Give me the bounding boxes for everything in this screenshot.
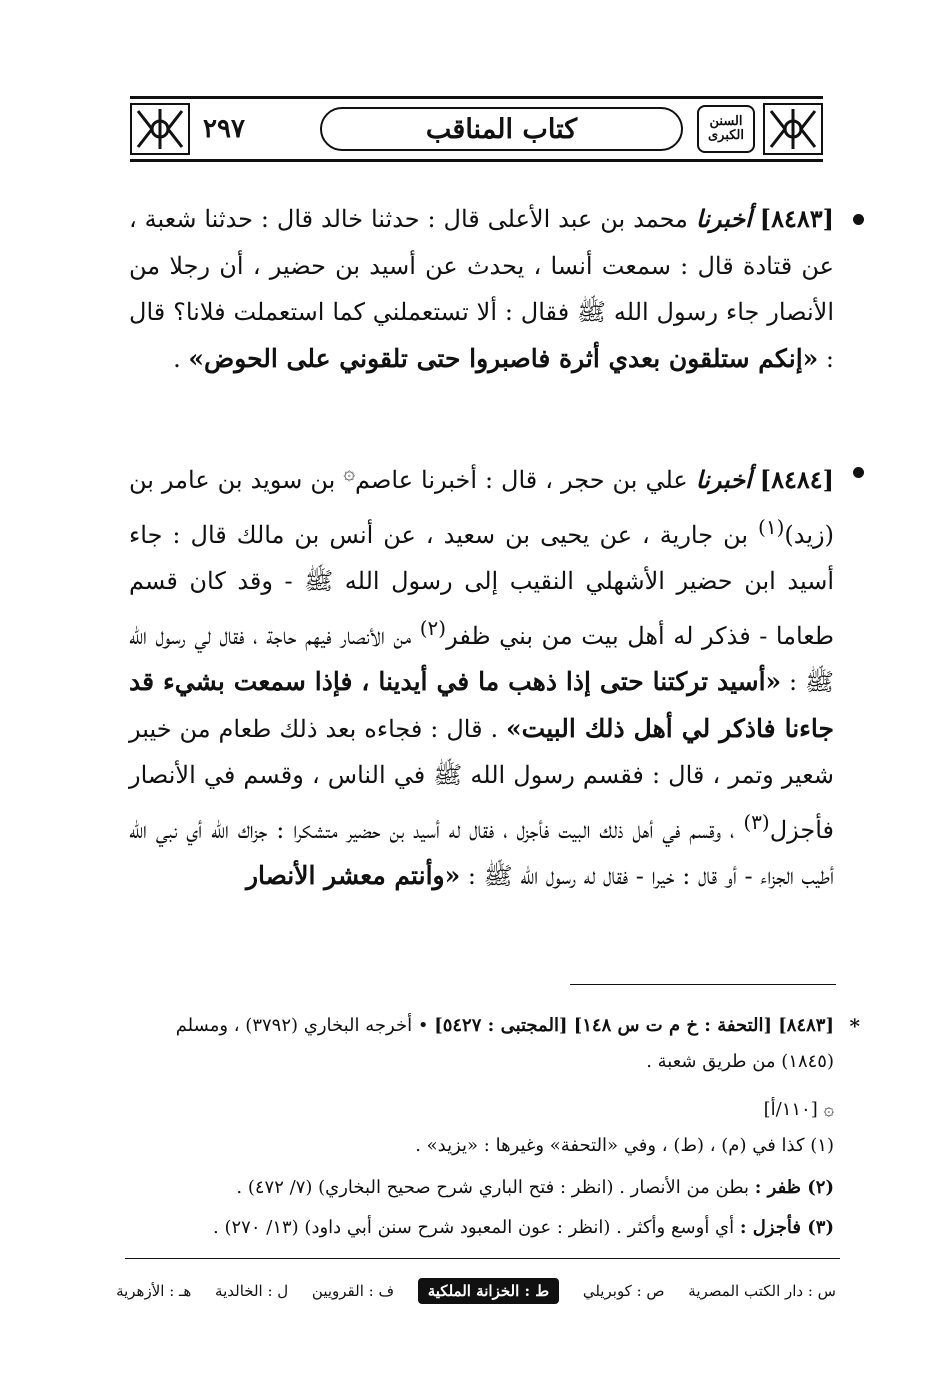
matn-text: بن جارية ، عن يحيى بن سعيد ، عن أنس بن مالك قال : جاء أسيد ابن حضير الأشهلي النقيب إلى رسول الله ﷺ - وقد كان قسم طعاما - فذكر له أهل بيت من بني ظفر	[129, 520, 834, 650]
footnote-3	[129, 1210, 834, 1246]
page-header	[130, 96, 823, 162]
siglum-item: س : دار الكتب المصرية	[688, 1282, 836, 1300]
manuscript-folio-note: ۞ [١١٠/أ]	[763, 1099, 834, 1120]
isnad-text: علي بن حجر ، قال : أخبرنا عاصم	[355, 466, 688, 494]
prophetic-quote-2: «وأنتم معشر الأنصار	[245, 861, 461, 890]
manuscript-sigla	[116, 1274, 836, 1308]
siglum-item-highlighted: ط : الخزانة الملكية	[418, 1278, 559, 1304]
footnote-ref-1: (١)	[758, 514, 785, 539]
chapter-title: كتاب المناقب	[425, 113, 578, 145]
prophetic-quote: «إنكم ستلقون بعدي أثرة فاصبروا حتى تلقوني على الحوض»	[188, 343, 819, 373]
akhbarana-word: أخبرنا	[695, 204, 752, 233]
matn-text-2: من الأنصار فيهم حاجة ، فقال لي رسول الله ﷺ :	[129, 621, 834, 696]
footnote-ref-2: (٢)	[419, 615, 447, 640]
footnote-2-label: (٢) ظفر :	[754, 1177, 834, 1198]
takhrij-text: أخرجه البخاري (٣٧٩٢) ، ومسلم (١٨٤٥) من طريق شعبة .	[175, 1015, 834, 1072]
takhrij-note	[129, 1008, 860, 1080]
bullet-icon	[853, 467, 864, 478]
footnote-2-text: بطن من الأنصار . (انظر : فتح الباري شرح صحيح البخاري) (٧/ ٤٧٢) .	[236, 1177, 749, 1198]
header-ornament-right	[763, 103, 823, 155]
siglum-item: ص : كوبريلي	[582, 1282, 665, 1300]
hadith-number: [٨٤٨٤]	[759, 465, 834, 494]
matn-text-3: . قال : فجاءه بعد ذلك طعام من خيبر شعير وتمر ، قال : فقسم رسول الله ﷺ في الناس ، وقسم في الأنصار فأجزل	[129, 714, 834, 844]
takhrij-refs: [٨٤٨٣] [التحفة : خ م ت س ١٤٨] [المجتبى : ٥٤٢٧]	[434, 1015, 834, 1036]
header-ornament-left	[130, 103, 190, 155]
manuscript-mark-icon: ۞	[343, 460, 356, 484]
footnote-3-label: (٣) فأجزل :	[739, 1217, 834, 1238]
hadith-number: [٨٤٨٣]	[759, 204, 834, 233]
bullet-icon	[853, 214, 864, 225]
book-emblem: السنن الكبرى	[697, 105, 755, 153]
hadith-8483	[129, 196, 834, 382]
siglum-item: هـ : الأزهرية	[116, 1282, 192, 1300]
isnad-text: محمد بن عبد الأعلى قال : حدثنا خالد قال : حدثنا شعبة ، عن قتادة قال : سمعت أنسا ، يحدث عن أسيد بن حضير ، أن رجلا من الأنصار جاء رسول الله ﷺ فقال : ألا تستعملني كما استعملت فلانا؟ قال :	[129, 205, 834, 373]
footnote-1: (١) كذا في (م) ، (ط) ، وفي «التحفة» وغيرها : «يزيد» .	[415, 1135, 834, 1156]
hadith-8484	[129, 449, 834, 900]
bottom-rule	[125, 1258, 840, 1259]
prophetic-quote-1: «أسيد تركتنا حتى إذا ذهب ما في أيدينا ، فإذا سمعت بشيء قد جاءنا فاذكر لي أهل ذلك البيت»	[129, 667, 834, 743]
asterisk-icon: *	[849, 1014, 860, 1038]
siglum-item: ل : الخالدية	[215, 1282, 289, 1300]
footnote-3-text: أي أوسع وأكثر . (انظر : عون المعبود شرح سنن أبي داود) (١٣/ ٢٧٠) .	[213, 1217, 735, 1238]
matn-text-4: ، وقسم في أهل ذلك البيت فأجزل ، فقال له أسيد بن حضير متشكرا : جزاك الله أي نبي الله أطيب الجزاء - أو قال : خيرا - فقال له رسول الله ﷺ :	[129, 815, 834, 890]
hadith-end: .	[173, 344, 181, 373]
takhrij-bullet-icon: •	[417, 1015, 429, 1036]
siglum-item: ف : القرويين	[311, 1282, 395, 1300]
footnote-ref-3: (٣)	[743, 809, 770, 834]
footnote-2	[129, 1170, 834, 1206]
footnote-divider	[570, 984, 836, 985]
isnad-text-2: بن سويد بن عامر بن (زيد)	[129, 466, 834, 549]
chapter-title-frame	[320, 107, 683, 151]
akhbarana-word: أخبرنا	[695, 465, 752, 494]
page-number: ٢٩٧	[203, 114, 245, 144]
